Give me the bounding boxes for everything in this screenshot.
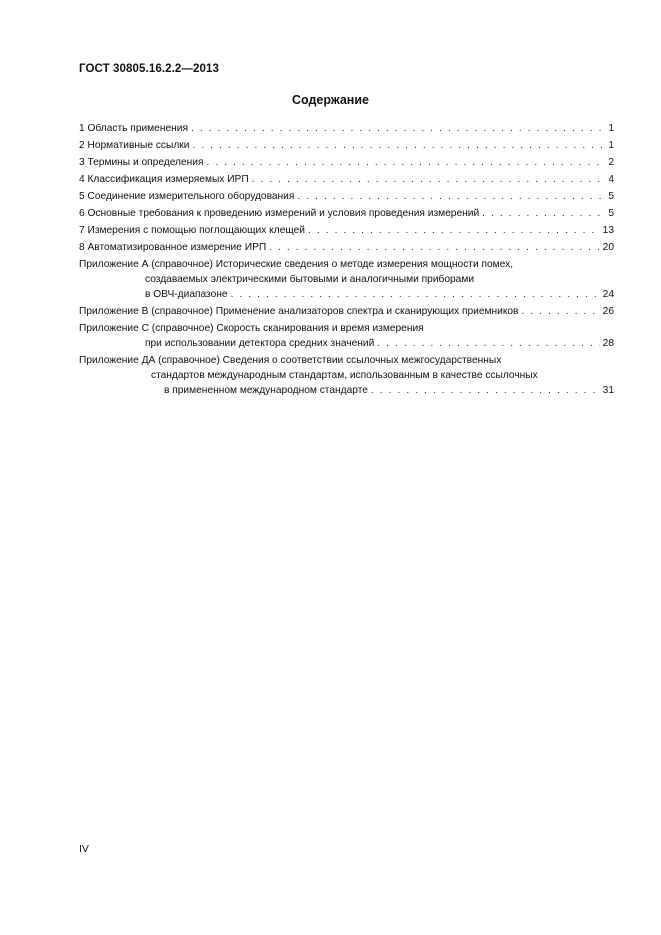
toc-entry-text: Приложение А (справочное) Исторические сведения о методе измерения мощности помех, [79, 259, 514, 270]
toc-entry-text-continued: в ОВЧ-диапазоне [145, 289, 228, 300]
toc-page-number: 24 [602, 289, 614, 300]
toc-entry-text: 1 Область применения [79, 123, 188, 134]
toc-entry-2[interactable] [79, 138, 614, 153]
toc-entry-text: Приложение С (справочное) Скорость сканирования и время измерения [79, 323, 424, 334]
toc-entry-8[interactable] [79, 240, 614, 255]
document-code: ГОСТ 30805.16.2.2—2013 [79, 63, 219, 75]
dot-leader [297, 189, 605, 204]
toc-page-number: 5 [608, 208, 614, 219]
toc-page-number: 5 [608, 191, 614, 202]
table-of-contents [79, 121, 614, 398]
toc-entry-appendix-a[interactable] [79, 257, 614, 302]
toc-entry-5[interactable] [79, 189, 614, 204]
toc-entry-appendix-da[interactable] [79, 353, 614, 398]
toc-entry-text: 2 Нормативные ссылки [79, 140, 190, 151]
dot-leader [206, 155, 605, 170]
toc-entry-text: 6 Основные требования к проведению измерений и условия проведения измерений [79, 208, 480, 219]
dot-leader [269, 240, 599, 255]
toc-page-number: 31 [602, 385, 614, 396]
toc-entry-3[interactable] [79, 155, 614, 170]
toc-page-number: 2 [608, 157, 614, 168]
toc-entry-1[interactable] [79, 121, 614, 136]
dot-leader [192, 138, 605, 153]
toc-entry-text: Приложение В (справочное) Применение анализаторов спектра и сканирующих приемников [79, 306, 519, 317]
page-number: IV [79, 843, 89, 855]
dot-leader [191, 121, 605, 136]
toc-entry-appendix-c[interactable] [79, 321, 614, 351]
dot-leader [521, 304, 599, 319]
toc-entry-text: Приложение ДА (справочное) Сведения о соответствии ссылочных межгосударственных [79, 355, 502, 366]
toc-entry-6[interactable] [79, 206, 614, 221]
toc-entry-4[interactable] [79, 172, 614, 187]
toc-entry-text-continued: стандартов международным стандартам, использованным в качестве ссылочных [151, 370, 538, 381]
toc-entry-text-continued: при использовании детектора средних значений [145, 338, 375, 349]
dot-leader [482, 206, 605, 221]
dot-leader [308, 223, 600, 238]
dot-leader [231, 287, 600, 302]
toc-page-number: 26 [602, 306, 614, 317]
toc-entry-text: 8 Автоматизированное измерение ИРП [79, 242, 267, 253]
toc-entry-text: 7 Измерения с помощью поглощающих клещей [79, 225, 305, 236]
toc-page-number: 4 [608, 174, 614, 185]
dot-leader [252, 172, 606, 187]
toc-page-number: 13 [602, 225, 614, 236]
dot-leader [377, 336, 599, 351]
toc-page-number: 1 [608, 123, 614, 134]
toc-entry-text-continued: в примененном международном стандарте [164, 385, 368, 396]
toc-entry-text: 4 Классификация измеряемых ИРП [79, 174, 249, 185]
toc-page-number: 1 [608, 140, 614, 151]
toc-entry-7[interactable] [79, 223, 614, 238]
toc-title: Содержание [291, 93, 369, 107]
toc-entry-text: 3 Термины и определения [79, 157, 204, 168]
toc-entry-text-continued: создаваемых электрическими бытовыми и аналогичными приборами [145, 274, 475, 285]
dot-leader [371, 383, 600, 398]
toc-entry-appendix-b[interactable] [79, 304, 614, 319]
toc-entry-text: 5 Соединение измерительного оборудования [79, 191, 295, 202]
toc-page-number: 20 [602, 242, 614, 253]
toc-page-number: 28 [602, 338, 614, 349]
